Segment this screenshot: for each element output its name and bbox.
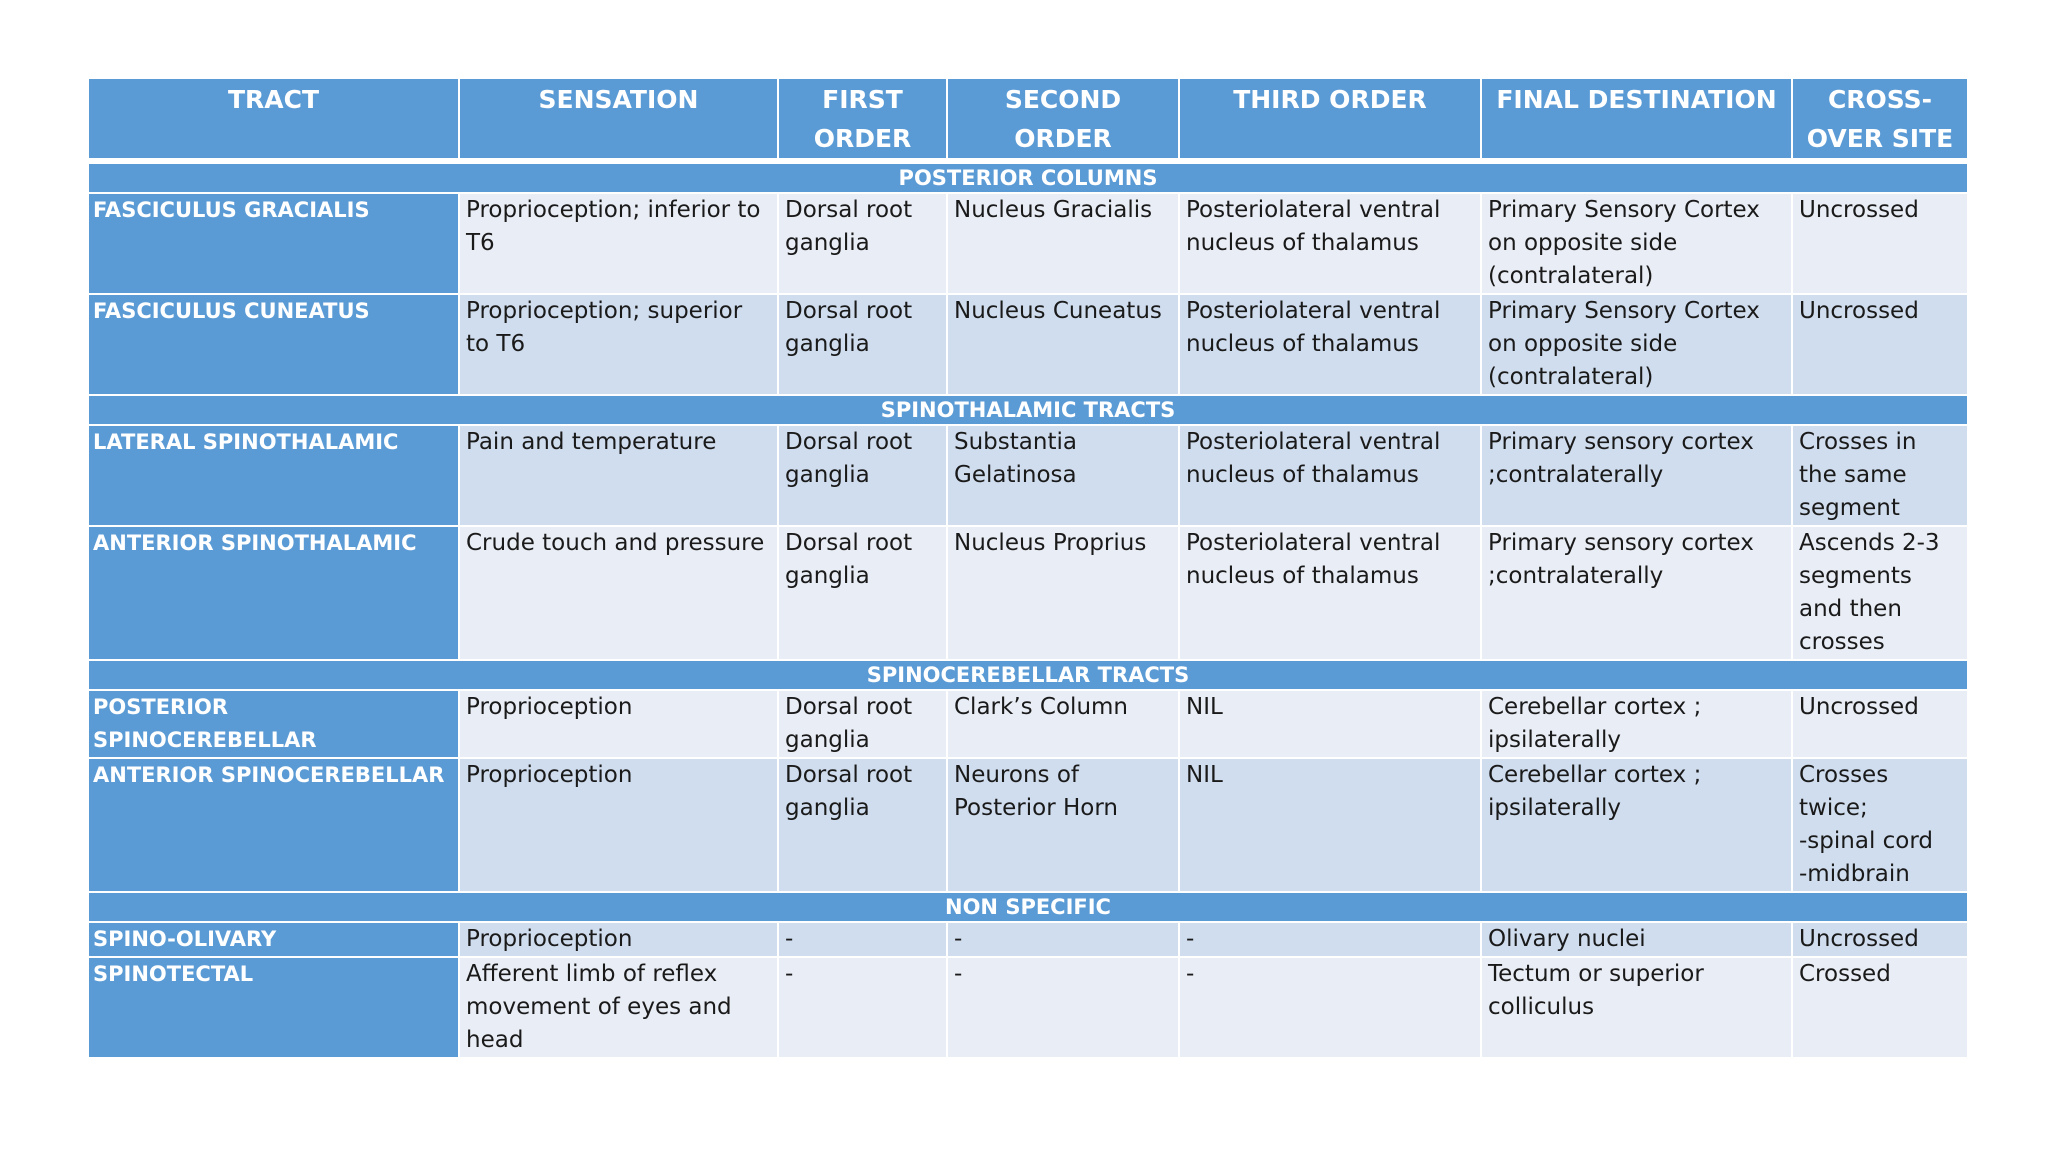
cross-over-cell: Uncrossed (1792, 193, 1968, 294)
first-order-cell: - (778, 957, 947, 1058)
sensation-cell: Proprioception; superior to T6 (459, 294, 778, 395)
final-destination-cell: Primary sensory cortex ;contralaterally (1481, 526, 1792, 660)
third-order-cell: Posteriolateral ventral nucleus of thalamus (1179, 425, 1481, 526)
tract-cell: ANTERIOR SPINOTHALAMIC (88, 526, 459, 660)
header-second-order: SECOND ORDER (947, 78, 1179, 161)
section-title: SPINOCEREBELLAR TRACTS (88, 660, 1968, 690)
table-row (88, 193, 1968, 294)
third-order-cell: Posteriolateral ventral nucleus of thalamus (1179, 193, 1481, 294)
section-row-spinothalamic (88, 395, 1968, 425)
table-row (88, 294, 1968, 395)
second-order-cell: - (947, 957, 1179, 1058)
section-row-posterior-columns (88, 161, 1968, 193)
second-order-cell: Nucleus Proprius (947, 526, 1179, 660)
third-order-cell: NIL (1179, 758, 1481, 892)
cross-over-cell: Uncrossed (1792, 922, 1968, 957)
second-order-cell: - (947, 922, 1179, 957)
table-header-row (88, 78, 1968, 161)
header-first-order: FIRST ORDER (778, 78, 947, 161)
third-order-cell: - (1179, 922, 1481, 957)
cross-over-line: -spinal cord (1799, 828, 1934, 854)
second-order-cell: Nucleus Gracialis (947, 193, 1179, 294)
header-sensation: SENSATION (459, 78, 778, 161)
final-destination-cell: Primary Sensory Cortex on opposite side (contralateral) (1481, 193, 1792, 294)
header-cross-over-site: CROSS-OVER SITE (1792, 78, 1968, 161)
tract-cell: POSTERIOR SPINOCEREBELLAR (88, 690, 459, 758)
second-order-cell: Substantia Gelatinosa (947, 425, 1179, 526)
first-order-cell: Dorsal root ganglia (778, 425, 947, 526)
sensation-cell: Proprioception (459, 922, 778, 957)
final-destination-cell: Primary sensory cortex ;contralaterally (1481, 425, 1792, 526)
table-row (88, 690, 1968, 758)
cross-over-cell: Uncrossed (1792, 294, 1968, 395)
third-order-cell: - (1179, 957, 1481, 1058)
second-order-cell: Neurons of Posterior Horn (947, 758, 1179, 892)
section-row-spinocerebellar (88, 660, 1968, 690)
first-order-cell: Dorsal root ganglia (778, 526, 947, 660)
header-final-destination: FINAL DESTINATION (1481, 78, 1792, 161)
section-title: POSTERIOR COLUMNS (88, 161, 1968, 193)
final-destination-cell: Cerebellar cortex ; ipsilaterally (1481, 758, 1792, 892)
sensation-cell: Proprioception (459, 758, 778, 892)
header-tract: TRACT (88, 78, 459, 161)
cross-over-cell: Crossed (1792, 957, 1968, 1058)
second-order-cell: Nucleus Cuneatus (947, 294, 1179, 395)
final-destination-cell: Olivary nuclei (1481, 922, 1792, 957)
table-row (88, 922, 1968, 957)
cross-over-line: Crosses twice; (1799, 762, 1889, 821)
second-order-cell: Clark’s Column (947, 690, 1179, 758)
first-order-cell: Dorsal root ganglia (778, 690, 947, 758)
sensation-cell: Pain and temperature (459, 425, 778, 526)
first-order-cell: Dorsal root ganglia (778, 294, 947, 395)
cross-over-cell: Ascends 2-3 segments and then crosses (1792, 526, 1968, 660)
tract-cell: FASCICULUS GRACIALIS (88, 193, 459, 294)
table-row (88, 425, 1968, 526)
first-order-cell: Dorsal root ganglia (778, 758, 947, 892)
cross-over-cell: Crosses in the same segment (1792, 425, 1968, 526)
final-destination-cell: Cerebellar cortex ; ipsilaterally (1481, 690, 1792, 758)
tract-cell: FASCICULUS CUNEATUS (88, 294, 459, 395)
tract-cell: ANTERIOR SPINOCEREBELLAR (88, 758, 459, 892)
third-order-cell: Posteriolateral ventral nucleus of thalamus (1179, 294, 1481, 395)
sensation-cell: Afferent limb of reflex movement of eyes and head (459, 957, 778, 1058)
cross-over-cell: Uncrossed (1792, 690, 1968, 758)
sensation-cell: Proprioception; inferior to T6 (459, 193, 778, 294)
table-row (88, 526, 1968, 660)
first-order-cell: Dorsal root ganglia (778, 193, 947, 294)
third-order-cell: NIL (1179, 690, 1481, 758)
table-row (88, 957, 1968, 1058)
final-destination-cell: Tectum or superior colliculus (1481, 957, 1792, 1058)
third-order-cell: Posteriolateral ventral nucleus of thalamus (1179, 526, 1481, 660)
sensation-cell: Crude touch and pressure (459, 526, 778, 660)
tract-cell: SPINO-OLIVARY (88, 922, 459, 957)
final-destination-cell: Primary Sensory Cortex on opposite side (contralateral) (1481, 294, 1792, 395)
cross-over-line: -midbrain (1799, 861, 1910, 887)
header-third-order: THIRD ORDER (1179, 78, 1481, 161)
section-row-non-specific (88, 892, 1968, 922)
table-row (88, 758, 1968, 892)
sensory-tracts-table (87, 77, 1969, 1059)
first-order-cell: - (778, 922, 947, 957)
tract-cell: SPINOTECTAL (88, 957, 459, 1058)
section-title: NON SPECIFIC (88, 892, 1968, 922)
cross-over-cell (1792, 758, 1968, 892)
sensation-cell: Proprioception (459, 690, 778, 758)
section-title: SPINOTHALAMIC TRACTS (88, 395, 1968, 425)
tract-cell: LATERAL SPINOTHALAMIC (88, 425, 459, 526)
